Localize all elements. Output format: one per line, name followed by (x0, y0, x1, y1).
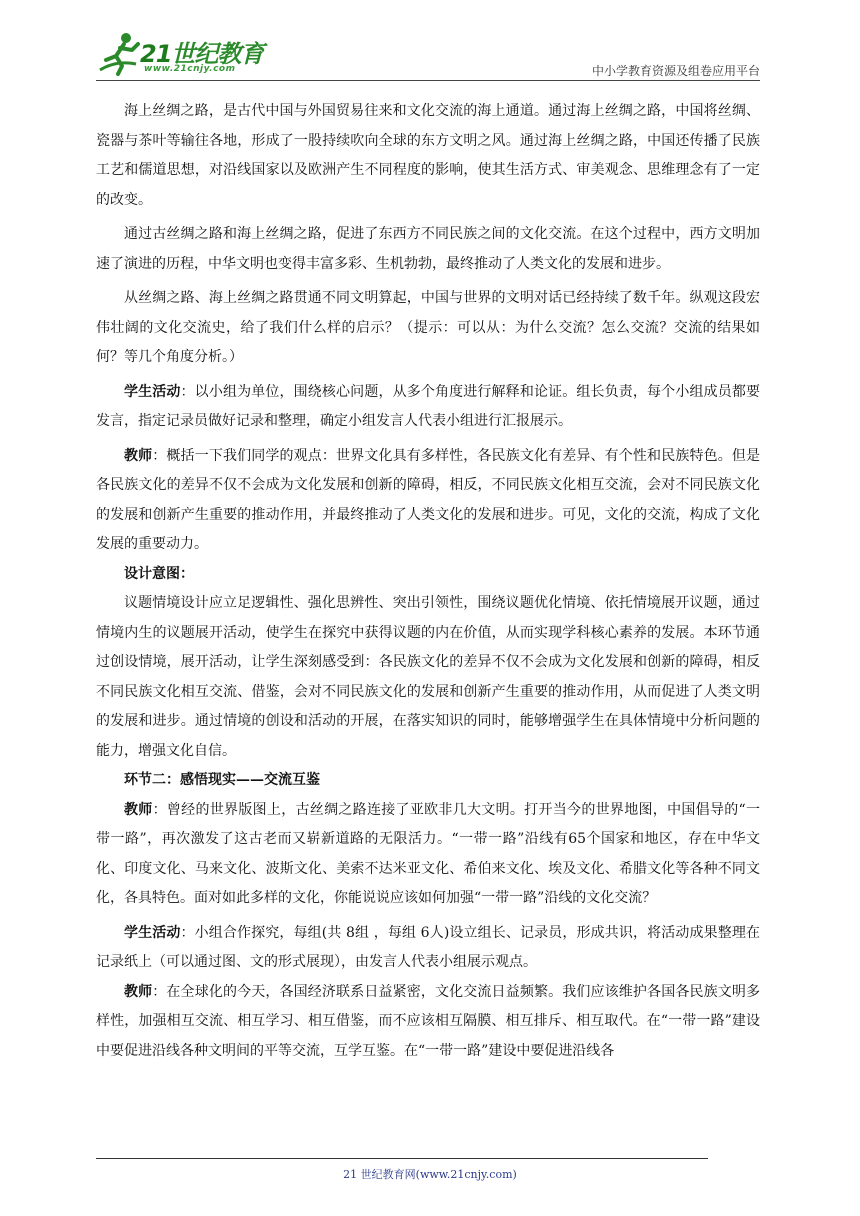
label-student-activity: 学生活动 (124, 383, 181, 400)
site-logo[interactable] (96, 30, 266, 80)
label-teacher: 教师 (124, 983, 153, 1000)
header-divider (96, 80, 760, 81)
paragraph-question: 从丝绸之路、海上丝绸之路贯通不同文明算起，中国与世界的文明对话已经持续了数千年。纵观这段宏伟壮阔的文化交流史，给了我们什么样的启示？（提示：可以从：为什么交流？怎么交流？交流的结果如何？等几个角度分析。） (96, 290, 760, 365)
heading-design-intent: 设计意图： (124, 565, 194, 582)
logo-wordmark: 21世纪教育 (140, 40, 264, 68)
paragraph-teacher-3: 教师：在全球化的今天，各国经济联系日益紧密，文化交流日益频繁。我们应该维护各国各民族文明多样性，加强相互交流、相互学习、相互借鉴，而不应该相互隔膜、相互排斥、相互取代。在“一带一路”建设中要促进沿线各种文明间的平等交流，互学互鉴。在“一带一路”建设中要促进沿线各 (96, 983, 761, 1059)
runner-logo-icon (96, 30, 144, 78)
document-body (96, 97, 760, 1071)
label-teacher: 教师 (124, 447, 153, 464)
paragraph-student-activity-2: 学生活动：小组合作探究，每组(共 8组 ，每组 6人)设立组长、记录员，形成共识，将活动成果整理在记录纸上（可以通过图、文的形式展现），由发言人代表小组展示观点。 (96, 924, 761, 970)
platform-tagline: 中小学教育资源及组卷应用平台 (591, 64, 760, 78)
logo-url: www.21cnjy.com (144, 64, 236, 74)
page-footer[interactable]: 21 世纪教育网(www.21cnjy.com) (343, 1168, 517, 1181)
paragraph-teacher-2: 教师：曾经的世界版图上，古丝绸之路连接了亚欧非几大文明。打开当今的世界地图，中国倡导的“一带一路”，再次激发了这古老而又崭新道路的无限活力。“一带一路”沿线有65个国家和地区，存在中华文化、印度文化、马来文化、波斯文化、美索不达米亚文化、希伯来文化、埃及文化、希腊文化等各种不同文化，各具特色。面对如此多样的文化，你能说说应该如何加强“一带一路”沿线的文化交流？ (96, 801, 761, 906)
label-student-activity: 学生活动 (124, 924, 181, 941)
paragraph-teacher-1: 教师：概括一下我们同学的观点：世界文化具有多样性，各民族文化有差异、有个性和民族特色。但是各民族文化的差异不仅不会成为文化发展和创新的障碍，相反，不同民族文化相互交流，会对不同民族文化的发展和创新产生重要的推动作用，并最终推动了人类文化的发展和进步。可见，文化的交流，构成了文化发展的重要动力。 (96, 447, 761, 552)
paragraph-design-intent: 议题情境设计应立足逻辑性、强化思辨性、突出引领性，围绕议题优化情境、依托情境展开议题，通过情境内生的议题展开活动，使学生在探究中获得议题的内在价值，从而实现学科核心素养的发展。本环节通过创设情境，展开活动，让学生深刻感受到：各民族文化的差异不仅不会成为文化发展和创新的障碍，相反不同民族文化相互交流、借鉴，会对不同民族文化的发展和创新产生重要的推动作用，从而促进了人类文明的发展和进步。通过情境的创设和活动的开展，在落实知识的同时，能够增强学生在具体情境中分析问题的能力，增强文化自信。 (96, 595, 760, 759)
heading-section-two: 环节二：感悟现实——交流互鉴 (124, 772, 320, 788)
page-header (0, 0, 860, 90)
paragraph-student-activity-1: 学生活动：以小组为单位，围绕核心问题，从多个角度进行解释和论证。组长负责，每个小组成员都要发言，指定记录员做好记录和整理，确定小组发言人代表小组进行汇报展示。 (96, 383, 760, 429)
label-teacher: 教师 (124, 801, 153, 818)
footer-divider (96, 1158, 708, 1159)
paragraph-cultural-exchange: 通过古丝绸之路和海上丝绸之路，促进了东西方不同民族之间的文化交流。在这个过程中，西方文明加速了演进的历程，中华文明也变得丰富多彩、生机勃勃，最终推动了人类文化的发展和进步。 (96, 226, 760, 272)
paragraph-maritime-silk-road: 海上丝绸之路，是古代中国与外国贸易往来和文化交流的海上通道。通过海上丝绸之路，中国将丝绸、瓷器与茶叶等输往各地，形成了一股持续吹向全球的东方文明之风。通过海上丝绸之路，中国还传播了民族工艺和儒道思想，对沿线国家以及欧洲产生不同程度的影响，使其生活方式、审美观念、思维理念有了一定的改变。 (96, 103, 760, 208)
